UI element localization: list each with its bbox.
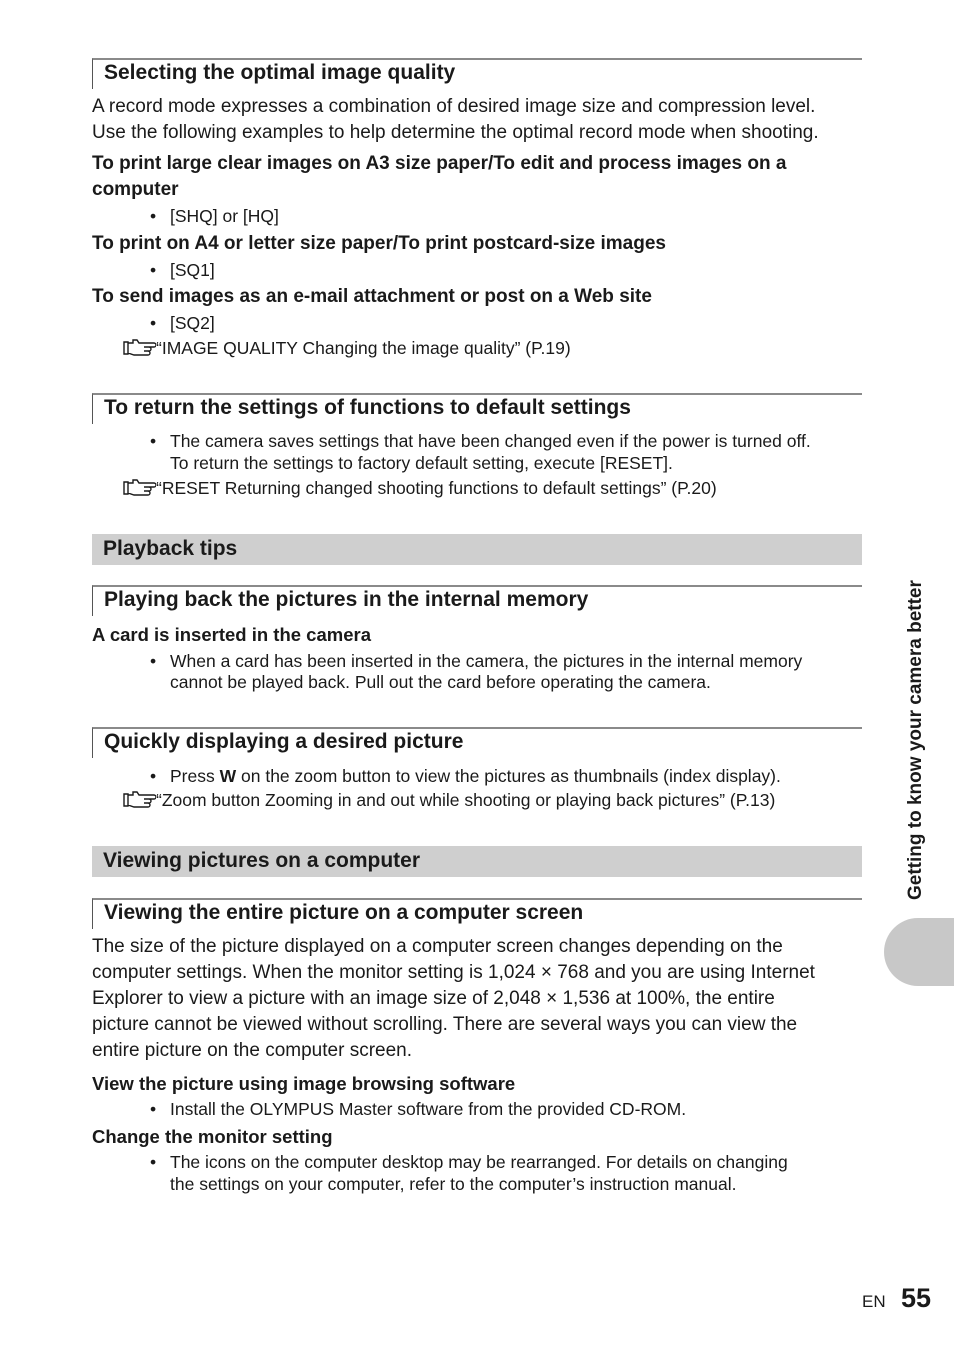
body-paragraph-line: Explorer to view a picture with an image size of 2,048 × 1,536 at 100%, the entire — [92, 988, 775, 1009]
section-title: Selecting the optimal image quality — [104, 61, 456, 84]
bullet-text: The icons on the computer desktop may be rearranged. For details on changing — [170, 1152, 788, 1172]
bullet-mark: • — [150, 313, 157, 333]
bullet-text: [SQ2] — [170, 313, 215, 333]
body-paragraph-line: picture cannot be viewed without scrolling. There are several ways you can view the — [92, 1014, 798, 1035]
case-heading: To send images as an e-mail attachment or post on a Web site — [92, 286, 652, 307]
reference-text: “RESET Returning changed shooting functions to default settings” (P.20) — [156, 478, 717, 498]
category-band-computer-viewing — [92, 846, 862, 877]
language-code: EN — [862, 1292, 886, 1311]
pointing-hand-icon — [122, 477, 156, 497]
body-paragraph-line: entire picture on the computer screen. — [92, 1040, 413, 1061]
bullet-text: When a card has been inserted in the camera, the pictures in the internal memory — [170, 651, 803, 671]
section-title: Quickly displaying a desired picture — [104, 730, 464, 753]
pointing-hand-icon — [122, 337, 156, 357]
page-number: 55 — [901, 1283, 932, 1313]
sub-heading: View the picture using image browsing software — [92, 1073, 516, 1094]
section-title: To return the settings of functions to default settings — [104, 396, 631, 419]
chapter-tab — [884, 918, 954, 986]
bullet-text: Install the OLYMPUS Master software from the provided CD-ROM. — [170, 1099, 687, 1119]
bullet-mark: • — [150, 766, 157, 786]
cross-reference[interactable] — [122, 789, 776, 811]
sub-heading: A card is inserted in the camera — [92, 624, 371, 645]
section-header-entire-picture — [92, 898, 862, 929]
bullet-text-pre: Press — [170, 766, 220, 786]
bullet-text — [170, 765, 781, 787]
bullet-text-post: on the zoom button to view the pictures as thumbnails (index display). — [236, 766, 781, 786]
body-paragraph-line: The size of the picture displayed on a computer screen changes depending on the — [92, 936, 783, 957]
section-title: Playing back the pictures in the internal memory — [104, 588, 589, 611]
bullet-text: [SQ1] — [170, 260, 215, 280]
bullet-text: the settings on your computer, refer to the computer’s instruction manual. — [170, 1174, 737, 1194]
reference-text: “IMAGE QUALITY Changing the image quality” (P.19) — [156, 338, 571, 358]
bullet-text: cannot be played back. Pull out the card before operating the camera. — [170, 672, 711, 692]
reference-text: “Zoom button Zooming in and out while shooting or playing back pictures” (P.13) — [156, 790, 776, 810]
section-header-default-settings — [92, 393, 862, 424]
body-paragraph-line: computer settings. When the monitor setting is 1,024 × 768 and you are using Internet — [92, 962, 815, 983]
cross-reference[interactable] — [122, 477, 717, 499]
bullet-text: To return the settings to factory default setting, execute [RESET]. — [170, 453, 673, 473]
cross-reference[interactable] — [122, 337, 571, 359]
pointing-hand-icon — [122, 789, 156, 809]
sub-heading: Change the monitor setting — [92, 1126, 333, 1147]
bullet-mark: • — [150, 260, 157, 280]
body-paragraph-line: A record mode expresses a combination of desired image size and compression level. — [92, 96, 816, 117]
section-header-internal-memory — [92, 585, 862, 616]
bullet-mark: • — [150, 431, 157, 451]
section-title: Viewing the entire picture on a computer screen — [104, 901, 584, 924]
chapter-side-label: Getting to know your camera better — [905, 580, 926, 900]
section-header-image-quality — [92, 58, 862, 89]
zoom-key-label: W — [219, 766, 237, 786]
bullet-mark: • — [150, 206, 157, 226]
bullet-text: [SHQ] or [HQ] — [170, 206, 279, 226]
bullet-text: The camera saves settings that have been changed even if the power is turned off. — [170, 431, 811, 451]
bullet-mark: • — [150, 1152, 157, 1172]
bullet-mark: • — [150, 1099, 157, 1119]
category-band-playback-tips — [92, 534, 862, 565]
section-header-desired-picture — [92, 727, 862, 758]
band-title: Viewing pictures on a computer — [103, 849, 421, 872]
band-title: Playback tips — [103, 537, 238, 560]
bullet-mark: • — [150, 651, 157, 671]
case-heading: To print large clear images on A3 size paper/To edit and process images on a — [92, 153, 787, 174]
body-paragraph-line: Use the following examples to help determine the optimal record mode when shooting. — [92, 122, 819, 143]
case-heading: To print on A4 or letter size paper/To print postcard-size images — [92, 233, 666, 254]
case-heading: computer — [92, 179, 179, 200]
